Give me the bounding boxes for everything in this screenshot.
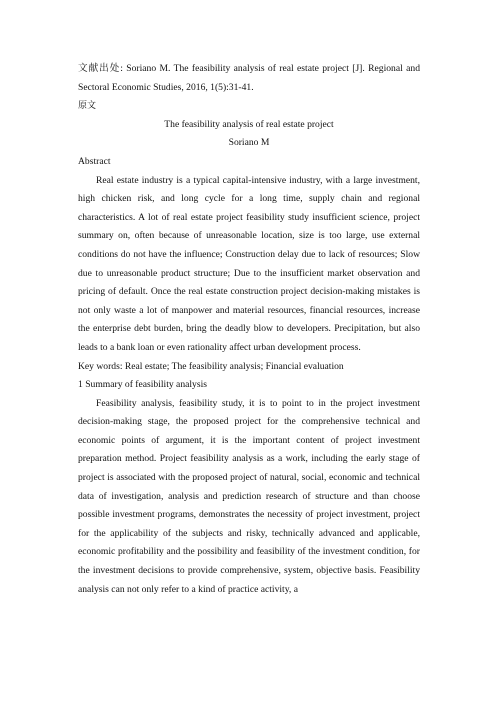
author: Soriano M bbox=[228, 137, 270, 149]
keywords: Key words: Real estate; The feasibility analysis; Financial evaluation bbox=[78, 360, 344, 372]
abstract-text: Real estate industry is a typical capital-intensive industry, with a large investment, high chicken risk, and long cycle for a long time, supply chain and regional characteristics. A lot of real estate project feasibility study insufficient science, project summary on, often because of unreasonable location, size is too large, use external conditions do not have the influence; Construction delay due to lack of resources; Slow due to unreasonable product structure; Due to the insufficient market observation and pricing of default. Once the real estate construction project decision-making mistakes is not only waste a lot of manpower and material resources, financial resources, increase the enterprise debt burden, bring the deadly blow to developers. Precipitation, but also leads to a bank loan or even rationality affect urban development process. bbox=[78, 174, 420, 353]
document-title: The feasibility analysis of real estate project bbox=[164, 118, 334, 130]
abstract-heading: Abstract bbox=[78, 155, 111, 167]
citation: 文献出处: Soriano M. The feasibility analysis of real estate project [J]. Regional and Sectoral Economic Studies, 2016, 1(5):31-41. bbox=[78, 63, 420, 93]
document-page bbox=[78, 60, 420, 599]
original-label: 原文 bbox=[78, 101, 97, 112]
section-text: Feasibility analysis, feasibility study, it is to point to in the project investment decision-making stage, the proposed project for the comprehensive technical and economic points of argument, it is the important content of project investment preparation method. Project feasibility analysis as a work, including the early stage of project is associated with the proposed project of natural, social, economic and technical data of investigation, analysis and prediction research of structure and than choose possible investment programs, demonstrates the necessity of project investment, project for the applicability of the subjects and risky, technically advanced and applicable, economic profitability and the possibility and feasibility of the investment condition, for the investment decisions to provide comprehensive, system, objective basis. Feasibility analysis can not only refer to a kind of practice activity, a bbox=[78, 397, 420, 595]
section-heading: 1 Summary of feasibility analysis bbox=[78, 379, 207, 391]
